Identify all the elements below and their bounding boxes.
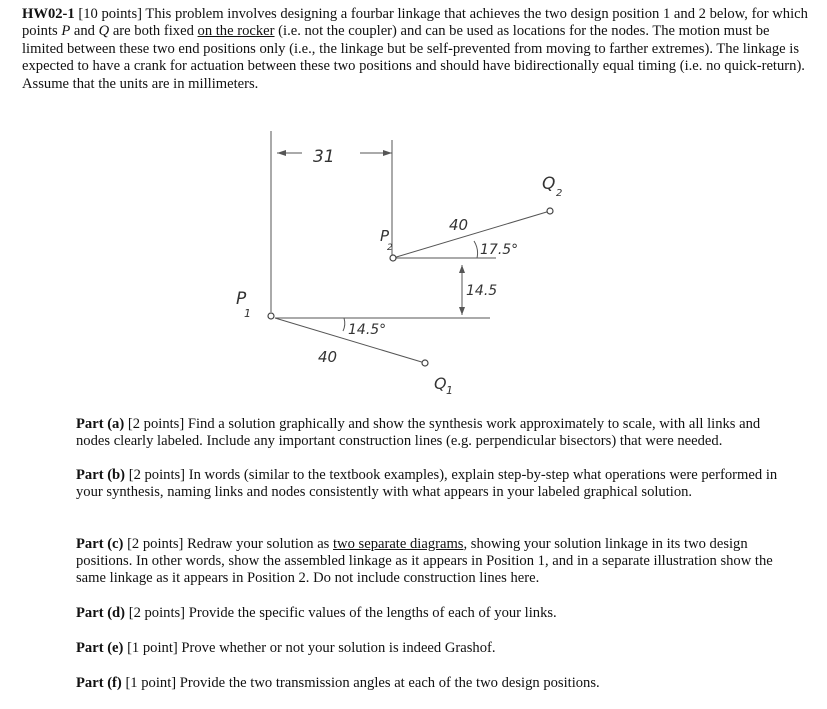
label-p2-sub: 2	[387, 243, 393, 253]
arrowhead-left	[277, 150, 286, 156]
part-b-label: Part (b)	[76, 467, 126, 483]
part-b	[76, 467, 788, 501]
part-e	[76, 640, 788, 657]
statement-text-3: are both fixed	[109, 23, 198, 40]
arrowhead-up	[459, 265, 465, 273]
statement-text-1: This problem involves designing a fourbar linkage that achieves the two design position 1 and 2 below, for which points	[22, 6, 808, 40]
label-q2: Q	[542, 174, 556, 194]
label-q2-sub: 2	[556, 188, 563, 199]
part-d-text: Provide the specific values of the lengths of each of your links.	[188, 605, 557, 621]
part-b-points: [2 points]	[128, 467, 186, 483]
part-f	[76, 675, 788, 692]
part-a-text: Find a solution graphically and show the synthesis work approximately to scale, with all links and nodes clearly labeled. Include any important construction lines (e.g. perpendicular bisectors) that were needed.	[76, 416, 761, 450]
node-p1	[268, 313, 274, 319]
problem-points: [10 points]	[78, 6, 143, 22]
length-label-top: 40	[449, 216, 469, 234]
part-f-text: Provide the two transmission angles at each of the two design positions.	[179, 675, 600, 691]
angle-label-top: 17.5°	[480, 242, 519, 258]
node-p2	[390, 255, 396, 261]
part-d-label: Part (d)	[76, 605, 126, 621]
dimension-label-vertical: 14.5	[466, 283, 498, 299]
arrowhead-right	[383, 150, 392, 156]
part-c-underlined: two separate diagrams	[333, 536, 464, 552]
part-e-text: Prove whether or not your solution is indeed Grashof.	[181, 640, 496, 656]
label-q1: Q	[434, 374, 447, 393]
point-p: P	[61, 23, 71, 40]
part-c-label: Part (c)	[76, 536, 124, 552]
part-c-points: [2 points]	[127, 536, 184, 552]
part-a	[76, 416, 788, 450]
statement-text-4: (i.e. not the coupler) and can be used as locations for the nodes. The motion must be limited between these two end positions only (i.e., the linkage but be self-prevented from moving to farther extremes). The linkage is expected to have a crank for actuation between these two positions and should have bidirectionally equal timing (i.e. no quick-return). Assume that the units are in millimeters.	[22, 23, 805, 92]
part-d-points: [2 points]	[128, 605, 186, 621]
rocker-phrase: on the rocker	[197, 23, 275, 40]
label-p1-sub: 1	[244, 307, 251, 320]
length-label-bottom: 40	[318, 348, 338, 366]
label-p1: P	[236, 289, 247, 309]
arrowhead-down	[459, 307, 465, 315]
angle-arc-bottom	[343, 318, 345, 331]
node-q2	[547, 208, 553, 214]
part-f-label: Part (f)	[76, 675, 122, 691]
part-b-text: In words (similar to the textbook examples), explain step-by-step what operations were performed in your synthesis, naming links and nodes consistently with what appears in your labeled graphical solution.	[76, 467, 778, 501]
problem-code: HW02-1	[22, 6, 75, 22]
angle-label-bottom: 14.5°	[348, 322, 387, 338]
node-q1	[422, 360, 428, 366]
label-p2: P	[380, 227, 390, 245]
dim-label-31: 31	[313, 147, 335, 167]
link-p2-q2	[393, 211, 550, 258]
statement-text-2: and	[70, 23, 99, 40]
label-q1-sub: 1	[446, 384, 453, 397]
part-f-points: [1 point]	[125, 675, 177, 691]
part-c	[76, 536, 788, 588]
part-a-points: [2 points]	[127, 416, 185, 432]
part-c-text: , showing your solution linkage in its two design positions. In other words, show the assembled linkage as it appears in Position 1, and in a separate illustration show the same linkage as it appears in Position 2. Do not include construction lines here.	[76, 536, 773, 587]
point-q: Q	[98, 23, 110, 40]
part-e-points: [1 point]	[127, 640, 178, 656]
angle-arc-top	[474, 241, 478, 258]
part-c-text-pre: Redraw your solution as	[187, 536, 333, 552]
part-d	[76, 605, 788, 622]
part-e-label: Part (e)	[76, 640, 124, 656]
part-a-label: Part (a)	[76, 416, 125, 432]
